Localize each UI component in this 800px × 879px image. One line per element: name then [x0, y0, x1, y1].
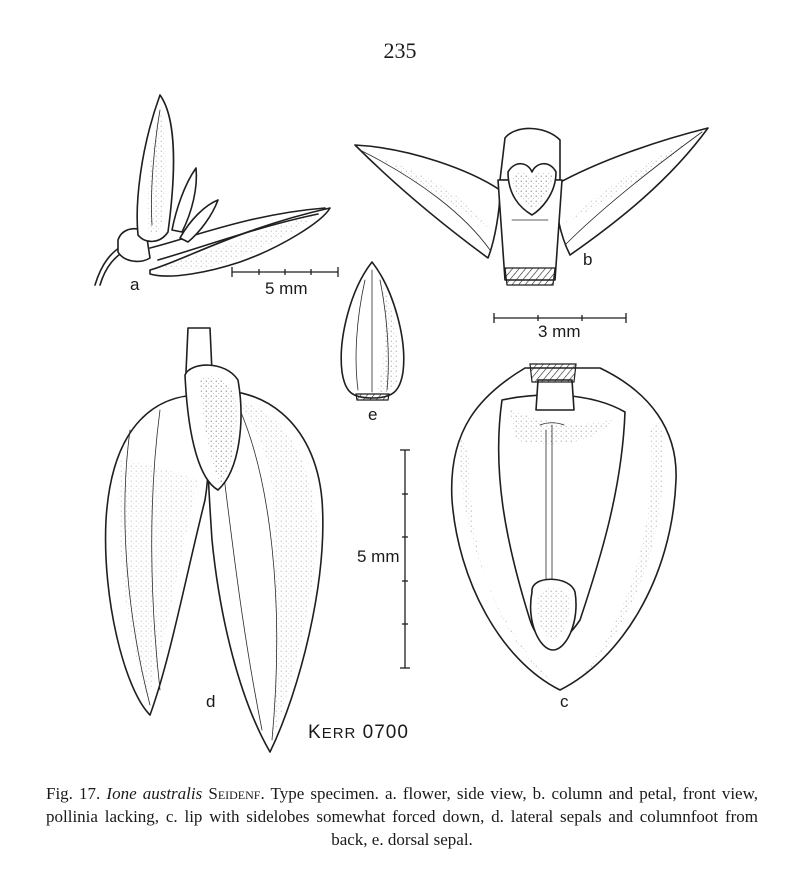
panel-label-e: e — [368, 405, 378, 424]
caption-author: Seidenf. — [208, 784, 265, 803]
dorsal-sepal-drawing — [341, 262, 403, 400]
scale-label-lip: 5 mm — [357, 547, 400, 566]
specimen-collector-initial: K — [308, 722, 322, 743]
scale-bar-flower — [232, 267, 338, 277]
panel-label-b: b — [583, 250, 593, 269]
page-number: 235 — [383, 38, 417, 63]
scale-label-column: 3 mm — [538, 322, 581, 341]
lip-drawing — [452, 364, 676, 690]
flower-side-view-drawing — [95, 95, 330, 285]
panel-label-c: c — [560, 692, 569, 711]
figure-caption — [46, 782, 758, 851]
panel-label-d: d — [206, 692, 216, 711]
specimen-label — [308, 722, 409, 744]
caption-fig-number: Fig. 17. — [46, 784, 101, 803]
specimen-collector-rest: ERR — [321, 725, 357, 742]
specimen-number: 0700 — [362, 722, 409, 743]
caption-species: Ione australis — [106, 784, 203, 803]
caption-text: Type specimen. a. flower, side view, b. column and petal, front view, pollinia lacking, c. lip with sidelobes somewhat forced down, d. lateral sepals and columnfoot from back, e. dorsal sepal. — [46, 784, 759, 849]
scale-bar-lip — [400, 450, 410, 668]
column-petal-drawing — [355, 128, 708, 285]
panel-label-a: a — [130, 275, 140, 294]
scale-label-flower: 5 mm — [265, 279, 308, 298]
lateral-sepals-drawing — [106, 328, 323, 752]
